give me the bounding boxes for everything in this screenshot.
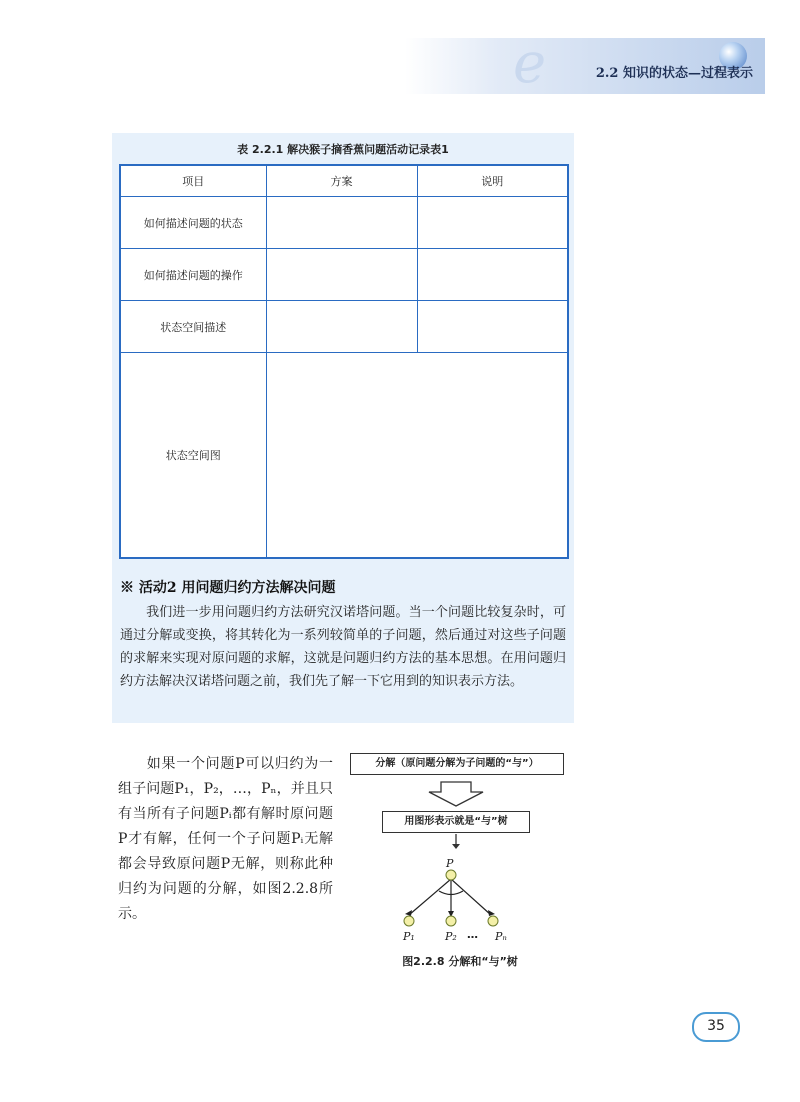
activity-heading: ※ 活动2 用问题归约方法解决问题 xyxy=(120,580,336,596)
child-node xyxy=(488,916,498,926)
main-paragraph xyxy=(118,752,333,927)
child-node xyxy=(404,916,414,926)
table-row-label: 状态空间描述 xyxy=(120,301,266,353)
activity-body-text: 我们进一步用问题归约方法研究汉诺塔问题。当一个问题比较复杂时，可通过分解或变换，将其转化为一系列较简单的子问题，然后通过对这些子问题的求解来实现对原问题的求解，这就是问题归约方法的基本思想。在用问题归约方法解决汉诺塔问题之前，我们先了解一下它用到的知识表示方法。 xyxy=(120,605,566,689)
down-arrow-icon xyxy=(429,782,483,806)
ellipsis-label: … xyxy=(467,928,478,941)
root-node xyxy=(446,870,456,880)
figure-and-tree xyxy=(345,745,575,970)
page-number: 35 xyxy=(707,1018,725,1034)
and-tree-box: 用图形表示就是“与”树 xyxy=(382,811,530,833)
root-label: P xyxy=(446,857,454,870)
activity-record-table xyxy=(119,164,569,559)
table-caption: 表 2.2.1 解决猴子摘香蕉问题活动记录表1 xyxy=(237,143,449,156)
activity-panel xyxy=(112,133,574,723)
activity-body xyxy=(120,601,566,693)
edge-arrowhead xyxy=(405,910,412,916)
decomposition-box: 分解（原问题分解为子问题的“与”） xyxy=(350,753,564,775)
table-row-label: 如何描述问题的操作 xyxy=(120,249,266,301)
tree-edge xyxy=(409,879,451,915)
table-cell-empty xyxy=(266,301,417,353)
section-title: 2.2 知识的状态—过程表示 xyxy=(595,66,753,81)
table-row-label: 状态空间图 xyxy=(120,353,266,559)
connector-arrowhead xyxy=(452,844,460,849)
header-banner xyxy=(405,31,765,96)
child-label: P₁ xyxy=(403,930,415,943)
table-cell-empty xyxy=(266,353,568,559)
page-number-badge xyxy=(692,1012,740,1042)
table-header-cell: 说明 xyxy=(417,165,568,197)
table-row xyxy=(120,197,568,249)
table-row-label: 如何描述问题的状态 xyxy=(120,197,266,249)
figure-caption: 图2.2.8 分解和“与”树 xyxy=(402,955,518,968)
e-logo-icon: e xyxy=(513,31,547,96)
table-cell-empty xyxy=(266,249,417,301)
tree-edge xyxy=(451,879,491,915)
table-header-cell: 方案 xyxy=(266,165,417,197)
main-paragraph-text: 如果一个问题P可以归约为一组子问题P₁，P₂，…，Pₙ，并且只有当所有子问题Pᵢ都有解时原问题P才有解，任何一个子问题Pᵢ无解都会导致原问题P无解，则称此种归约为问题的分解，如图2.2.8所示。 xyxy=(118,756,333,922)
edge-arrowhead xyxy=(488,910,495,916)
table-cell-empty xyxy=(417,301,568,353)
table-row xyxy=(120,249,568,301)
table-cell-empty xyxy=(417,249,568,301)
table-cell-empty xyxy=(417,197,568,249)
table-row xyxy=(120,301,568,353)
table-row xyxy=(120,353,568,559)
tree-diagram xyxy=(345,745,575,950)
child-node xyxy=(446,916,456,926)
table-cell-empty xyxy=(266,197,417,249)
table-header-cell: 项目 xyxy=(120,165,266,197)
child-label: P₂ xyxy=(445,930,457,943)
child-label: Pₙ xyxy=(495,930,507,943)
